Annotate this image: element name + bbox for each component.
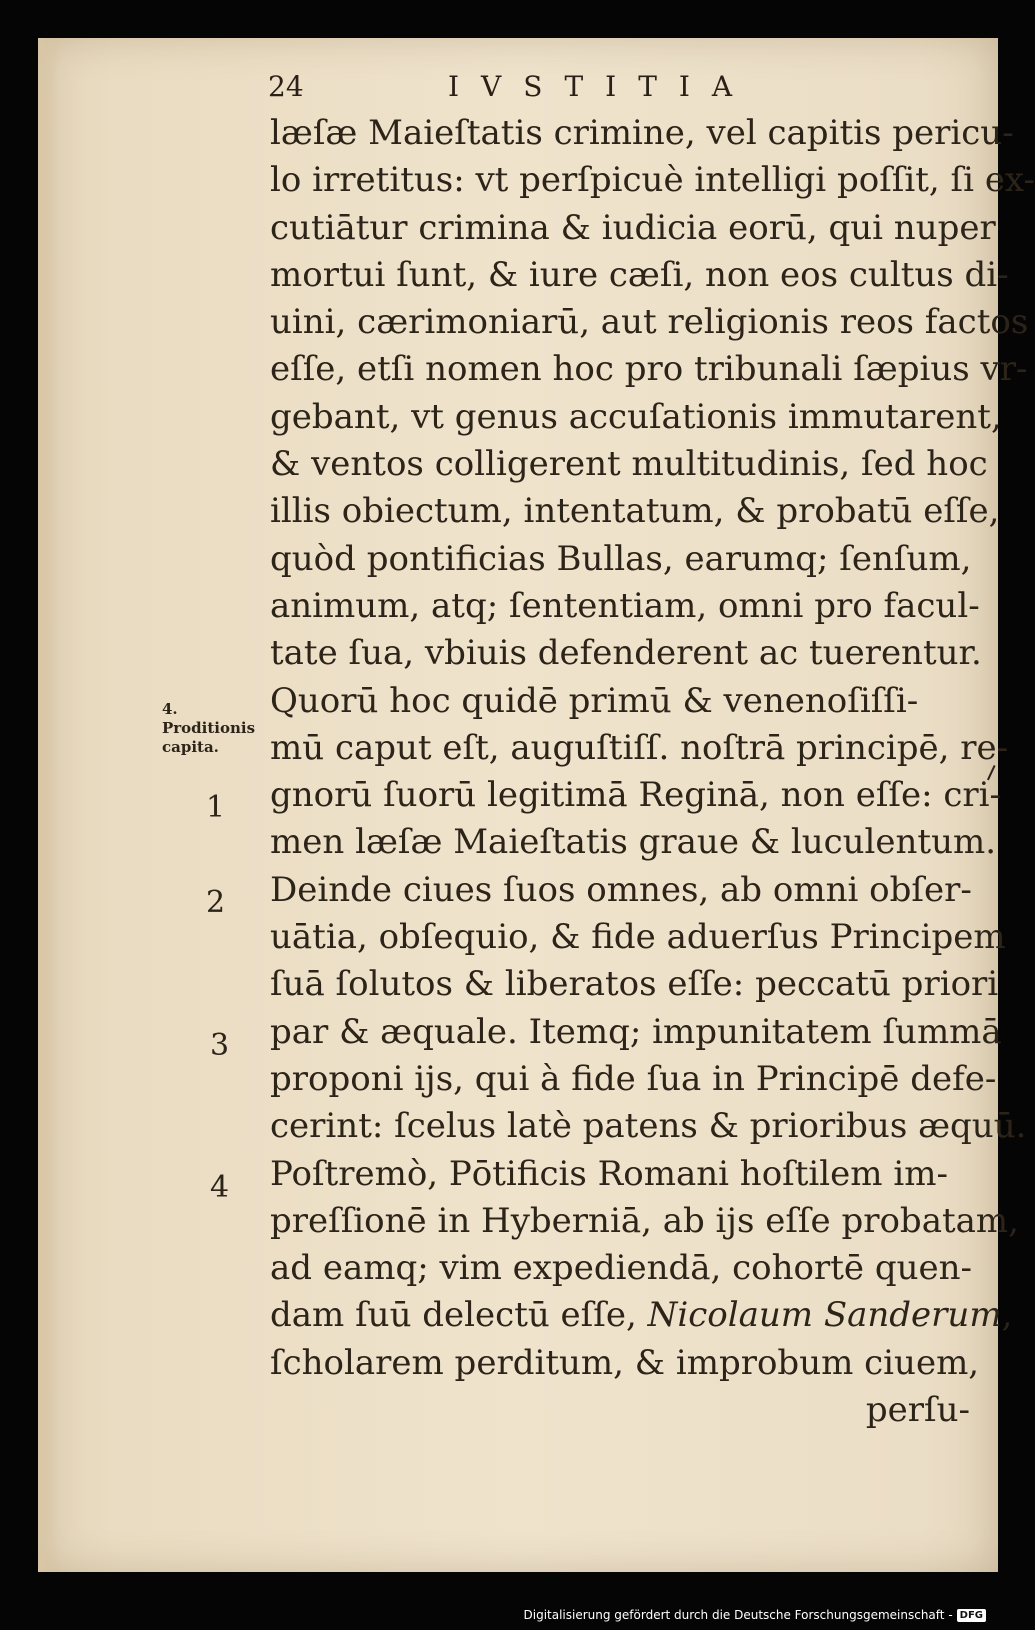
text-line: tate ſua, vbiuis defenderent ac tuerentur. bbox=[270, 633, 982, 674]
text-line: par & æquale. Itemq; impunitatem ſummā bbox=[270, 1011, 1002, 1052]
text-line: gebant, vt genus accuſationis immutarent, bbox=[270, 396, 1002, 437]
text-line: eſſe, etſi nomen hoc pro tribunali ſæpius vr- bbox=[270, 349, 1028, 390]
marginal-note: 4. Proditionis capita. bbox=[162, 700, 256, 756]
text-line: gnorū ſuorū legitimā Reginā, non eſſe: cri- bbox=[270, 775, 1002, 816]
text-line: animum, atq; ſententiam, omni pro facul- bbox=[270, 585, 980, 626]
text-line: cerint: ſcelus latè patens & prioribus æquū. bbox=[270, 1106, 1027, 1147]
body-text bbox=[270, 110, 1035, 1434]
text-line: & ventos colligerent multitudinis, ſed hoc bbox=[270, 444, 988, 485]
page-header bbox=[268, 68, 968, 108]
text-line: læſæ Maieſtatis crimine, vel capitis pericu- bbox=[270, 113, 1014, 153]
text-line: Deinde ciues ſuos omnes, ab omni obſer- bbox=[270, 869, 972, 910]
text-line: uini, cærimoniarū, aut religionis reos factos bbox=[270, 302, 1029, 343]
margin-number: 2 bbox=[206, 885, 226, 920]
margin-number: 3 bbox=[210, 1028, 230, 1063]
footer bbox=[524, 1605, 987, 1625]
page-number: 24 bbox=[268, 70, 304, 103]
margin-number: 1 bbox=[206, 790, 226, 825]
text-line: illis obiectum, intentatum, & probatū eſſe, bbox=[270, 491, 1000, 532]
text-line: mortui ſunt, & iure cæſi, non eos cultus di- bbox=[270, 254, 1009, 295]
text-line: uātia, obſequio, & fide aduerſus Principem bbox=[270, 917, 1006, 958]
text-line: ſuā ſolutos & liberatos eſſe: peccatū priori bbox=[270, 964, 999, 1005]
text-line: quòd pontificias Bullas, earumq; ſenſum, bbox=[270, 538, 972, 579]
italic-name: Nicolaum Sanderum bbox=[647, 1295, 1002, 1336]
text-line: ad eamq; vim expediendā, cohortē quen- bbox=[270, 1248, 973, 1289]
text-line bbox=[270, 1292, 1013, 1339]
dfg-logo-icon: DFG bbox=[957, 1609, 986, 1622]
text-line: lo irretitus: vt perſpicuè intelligi poſſit, ſi ex- bbox=[270, 160, 1035, 201]
text-line: cutiātur crimina & iudicia eorū, qui nuper bbox=[270, 207, 996, 248]
text-line: proponi ijs, qui à fide ſua in Principē defe- bbox=[270, 1058, 997, 1099]
catchword: perſu- bbox=[865, 1390, 970, 1431]
running-title: IVSTITIA bbox=[448, 70, 755, 103]
text-line: mū caput eſt, auguſtiſſ. noſtrā principē, re- bbox=[270, 727, 1009, 768]
margin-number: 4 bbox=[210, 1170, 230, 1205]
text-line: Quorū hoc quidē primū & venenoſiſſi- bbox=[270, 680, 919, 721]
text-line: ſcholarem perditum, & improbum ciuem, bbox=[270, 1342, 980, 1383]
text-line: men læſæ Maieſtatis graue & luculentum. bbox=[270, 822, 997, 863]
text-line: preſſionē in Hyberniā, ab ijs eſſe probatam, bbox=[270, 1200, 1019, 1241]
text-fragment: , bbox=[1001, 1295, 1013, 1336]
text-fragment: dam ſuū delectū eſſe, bbox=[270, 1295, 648, 1336]
text-line: Poſtremò, Pōtificis Romani hoſtilem im- bbox=[270, 1153, 948, 1194]
page-edge-shadow bbox=[38, 38, 60, 1572]
footer-text: Digitalisierung gefördert durch die Deutsche Forschungsgemeinschaft - bbox=[523, 1608, 953, 1622]
